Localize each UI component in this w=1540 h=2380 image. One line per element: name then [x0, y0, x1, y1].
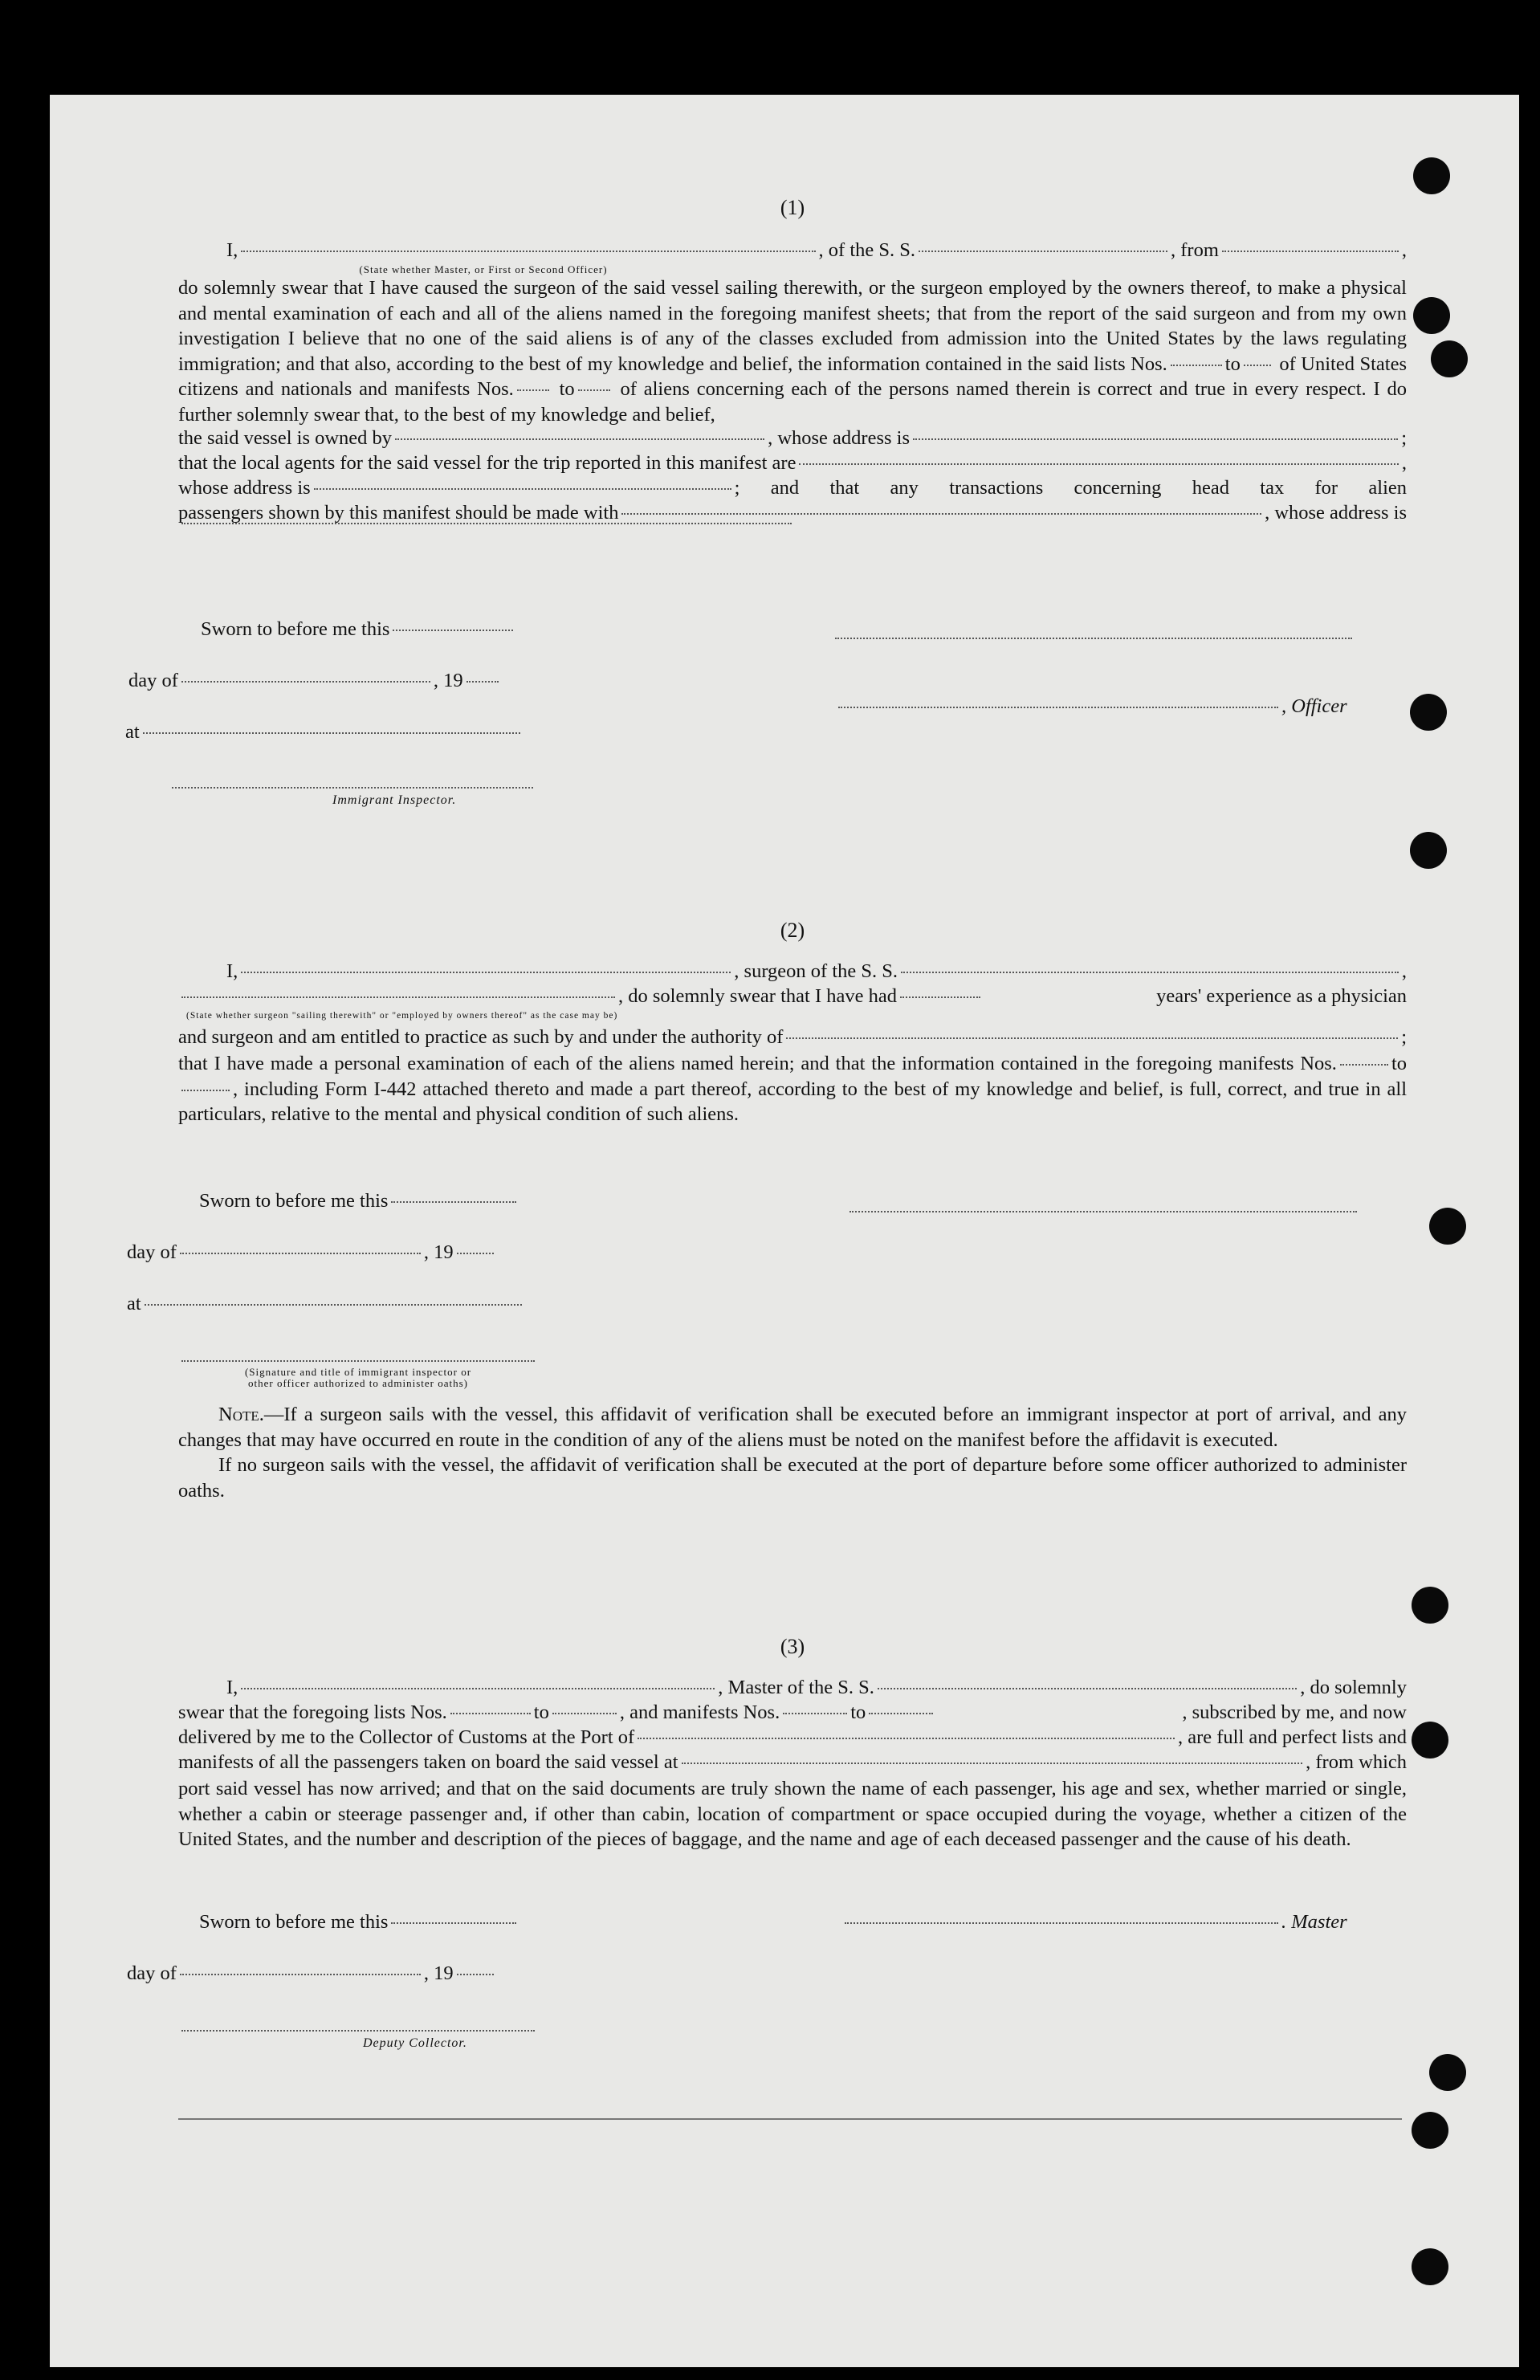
s2-dayof: day of , 19 [127, 1241, 497, 1264]
s2-manifests-to-field[interactable] [181, 1090, 230, 1091]
punch-hole [1410, 832, 1447, 869]
s2-years-field[interactable] [900, 996, 980, 998]
s3-sworn: Sworn to before me this [199, 1911, 519, 1934]
officer-field[interactable] [241, 251, 815, 252]
s1-officer-line: , Officer [835, 695, 1347, 718]
s2-surgeon-name-field[interactable] [241, 972, 731, 973]
s3-port-field[interactable] [638, 1738, 1175, 1739]
s3-lists-from-field[interactable] [450, 1713, 531, 1714]
s3-body: port said vessel has now arrived; and that on the said documents are truly shown the name of each passenger, his age and sex, whether married or single, whether a cabin or steerage passenger and, if other than cabin, location of compartment or space occupied during the voyage, whether a citizen of the United States, and the number and description of the pieces of baggage, and the name and age of each deceased passenger and the cause of his death. [178, 1778, 1407, 1850]
s3-vessel-field[interactable] [878, 1688, 1297, 1689]
punch-hole [1431, 340, 1468, 377]
agents-address-field[interactable] [314, 488, 731, 490]
s1-passengers-row: passengers shown by this manifest should be made with , whose address is [178, 502, 1407, 524]
s1-at: at [125, 721, 524, 744]
from-port-field[interactable] [1222, 251, 1399, 252]
s2-sworn-day-field[interactable] [391, 1201, 516, 1203]
s2-capacity-field[interactable] [181, 996, 615, 998]
s2-sig-caption: (Signature and title of immigrant inspector or other officer authorized to administer oaths) [244, 1366, 472, 1389]
section-3-heading: (3) [780, 1635, 805, 1658]
s2-inspector-sig-line[interactable] [181, 1360, 535, 1362]
bottom-rule [178, 2118, 1402, 2120]
s1-sworn-day-field[interactable] [393, 630, 513, 631]
s3-dayof: day of , 19 [127, 1962, 497, 1985]
s2-authority-field[interactable] [786, 1037, 1398, 1039]
s2-sworn: Sworn to before me this [199, 1190, 519, 1212]
s1-inspector-caption: Immigrant Inspector. [332, 793, 457, 807]
s1-owned-row: the said vessel is owned by , whose address is ; [178, 427, 1407, 449]
s3-master-line: . Master [841, 1911, 1347, 1934]
s1-dayof: day of , 19 [128, 670, 502, 692]
s2-place-field[interactable] [145, 1304, 522, 1306]
s3-row-3: delivered by me to the Collector of Customs at the Port of , are full and perfect lists and [178, 1726, 1407, 1748]
punch-hole [1413, 297, 1450, 334]
s1-place-field[interactable] [143, 732, 520, 734]
vessel-field[interactable] [919, 251, 1167, 252]
s2-month-field[interactable] [180, 1253, 421, 1254]
owner-address-field[interactable] [913, 438, 1398, 440]
s2-manifests-from-field[interactable] [1340, 1064, 1388, 1066]
s1-agents-row: that the local agents for the said vessel for the trip reported in this manifest are , [178, 452, 1407, 474]
s3-row-1: I, , Master of the S. S. , do solemnly [226, 1677, 1407, 1698]
s1-inspector-sig-line[interactable] [172, 787, 533, 789]
manifests-from-field[interactable] [517, 389, 549, 391]
s2-year-field[interactable] [457, 1253, 494, 1254]
s3-lists-to-field[interactable] [552, 1713, 617, 1714]
lists-to-field[interactable] [1244, 365, 1271, 366]
s3-manifests-from-field[interactable] [783, 1713, 847, 1714]
punch-hole [1412, 1722, 1448, 1759]
section-1-heading: (1) [780, 196, 805, 219]
punch-hole [1410, 694, 1447, 731]
s1-signature-line[interactable] [835, 638, 1352, 639]
s2-caption: (State whether surgeon "sailing therewith" or "employed by owners thereof" as the case may be) [186, 1011, 618, 1021]
s2-row-1: I, , surgeon of the S. S. , [226, 960, 1407, 982]
manifests-to-field[interactable] [578, 389, 610, 391]
s1-officer-sig-field[interactable] [838, 707, 1278, 708]
punch-hole [1429, 1208, 1466, 1245]
punch-hole [1413, 157, 1450, 194]
s1-officer-caption: (State whether Master, or First or Second Officer) [359, 263, 608, 275]
s3-row-2: swear that the foregoing lists Nos. to , and manifests Nos. to , subscribed by me, and now [178, 1701, 1407, 1723]
punch-hole [1412, 2248, 1448, 2285]
s3-master-sig-field[interactable] [845, 1922, 1278, 1924]
s1-month-field[interactable] [181, 681, 430, 683]
s1-address-row [178, 527, 1407, 552]
section-2 [178, 919, 1407, 1127]
s3-collector-caption: Deputy Collector. [363, 2036, 467, 2050]
s3-row-4: manifests of all the passengers taken on board the said vessel at , from which [178, 1751, 1407, 1773]
s2-body: that I have made a personal examination of each of the aliens named herein; and that the information contained in the foregoing manifests Nos. to, including Form I-442 attached thereto and made a part thereof, according to the best of my knowledge and belief, is full, correct, and true in all particulars, relative to the mental and physical condition of such aliens. [178, 1053, 1407, 1125]
s1-year-field[interactable] [466, 681, 499, 683]
s2-signature-line[interactable] [849, 1211, 1357, 1212]
s3-manifests-to-field[interactable] [869, 1713, 933, 1714]
s3-sworn-day-field[interactable] [391, 1922, 516, 1924]
headtax-address-field[interactable] [181, 523, 792, 524]
s1-row-1: I, , of the S. S. , from , [226, 239, 1407, 261]
s3-month-field[interactable] [180, 1974, 421, 1975]
s2-vessel-field[interactable] [901, 972, 1399, 973]
s3-year-field[interactable] [457, 1974, 494, 1975]
form-page [50, 95, 1519, 2367]
agents-field[interactable] [799, 463, 1398, 465]
lists-from-field[interactable] [1171, 365, 1222, 366]
s1-body: do solemnly swear that I have caused the surgeon of the said vessel sailing therewith, or the surgeon employed by the owners thereof, to make a physical and mental examination of each and all of the aliens named in the foregoing manifest sheets; that from the report of the said surgeon and from my own investigation I believe that no one of the said aliens is of any of the classes excluded from admission into the United States by the laws regulating immigration; and that also, according to the best of my knowledge and belief, the information contained in the said lists Nos. to of United States citizens and nationals and manifests Nos. to of aliens concerning each of the persons named therein is correct and true in every respect. I do further solemnly swear that, to the best of my knowledge and belief, [178, 277, 1408, 426]
owner-field[interactable] [395, 438, 764, 440]
s1-whose-row: whose address is ; and that any transactions concerning head tax for alien [178, 477, 1407, 499]
section-1 [178, 196, 1407, 552]
s2-practice-row: and surgeon and am entitled to practice as such by and under the authority of ; [178, 1026, 1407, 1048]
s2-at: at [127, 1293, 525, 1315]
section-2-heading: (2) [780, 919, 805, 942]
punch-hole [1429, 2054, 1466, 2091]
s3-collector-sig-line[interactable] [181, 2030, 535, 2032]
punch-hole [1412, 1587, 1448, 1624]
s1-sworn: Sworn to before me this [201, 618, 516, 641]
s2-note: Note.—If a surgeon sails with the vessel, this affidavit of verification shall be executed before an immigrant inspector at port of arrival, and any changes that may have occurred en route in the condition of any of the aliens must be noted on the manifest before the affidavit is executed. If no surgeon sails with the vessel, the affidavit of verification shall be executed at the port of departure before some officer authorized to administer oaths. [178, 1404, 1407, 1502]
headtax-field[interactable] [621, 513, 1261, 515]
s3-master-name-field[interactable] [241, 1688, 715, 1689]
section-3 [178, 1635, 1407, 1852]
s2-row-2: , do solemnly swear that I have had years' experience as a physician [178, 985, 1407, 1010]
punch-hole [1412, 2112, 1448, 2149]
s3-departure-field[interactable] [682, 1763, 1303, 1764]
